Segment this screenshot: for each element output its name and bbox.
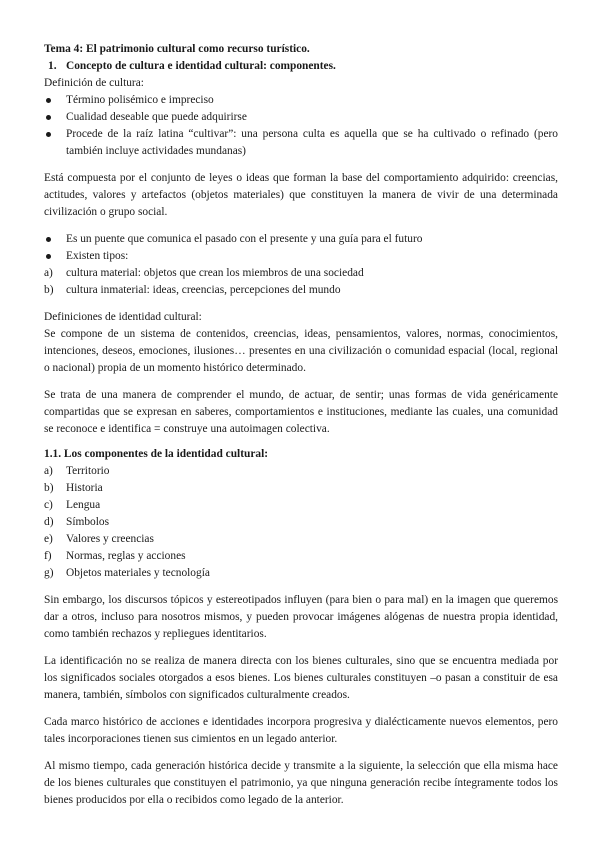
paragraph: La identificación no se realiza de manera directa con los bienes culturales, sino que se encuentra mediada por los significados sociales otorgados a esos bienes. Los bienes culturales constituyen –o pasan a constituir de esa manera, también, símbolos con significados culturalmente creados.: [44, 655, 558, 701]
paragraph: Sin embargo, los discursos tópicos y estereotipados influyen (para bien o para mal) en la imagen que queremos dar a otros, incluso para nosotros mismos, y pueden provocar imágenes alógenas de nuestra propia identidad, como también rechazos y repliegues identitarios.: [44, 594, 558, 640]
list-item: [44, 463, 558, 480]
bullet-icon: [46, 115, 51, 120]
list-text: Valores y creencias: [66, 533, 154, 545]
label-def-cultura: Definición de cultura:: [44, 77, 144, 89]
bullet-text: Cualidad deseable que puede adquirirse: [66, 111, 247, 123]
bullet-item: [44, 248, 558, 265]
paragraph: Está compuesta por el conjunto de leyes o ideas que forman la base del comportamiento adquirido: creencias, actitudes, valores y artefactos (objetos materiales) que constituyen la manera de vivir de una determinada civilización o grupo social.: [44, 172, 558, 218]
list-text: Territorio: [66, 465, 110, 477]
bullet-icon: [46, 132, 51, 137]
list-marker: a): [44, 267, 53, 279]
bullet-text: Es un puente que comunica el pasado con el presente y una guía para el futuro: [66, 233, 423, 245]
list-text: cultura material: objetos que crean los miembros de una sociedad: [66, 267, 364, 279]
list-text: Objetos materiales y tecnología: [66, 567, 210, 579]
label-def-identidad: Definiciones de identidad cultural:: [44, 311, 202, 323]
paragraph: Al mismo tiempo, cada generación histórica decide y transmite a la siguiente, la selección que ella misma hace de los bienes culturales que constituyen el patrimonio, ya que ninguna generación recibe íntegramente todos los bienes producidos por ella o recibidos como legado de la anterior.: [44, 760, 558, 806]
list-marker: g): [44, 567, 54, 579]
section-heading: [44, 58, 558, 75]
list-marker: b): [44, 482, 54, 494]
list-item: [44, 265, 558, 282]
list-text: Símbolos: [66, 516, 110, 528]
list-item: [44, 565, 558, 582]
bullet-item: [44, 92, 558, 109]
list-text: cultura inmaterial: ideas, creencias, percepciones del mundo: [66, 284, 341, 296]
list-marker: f): [44, 550, 52, 562]
list-marker: c): [44, 499, 53, 511]
list-marker: b): [44, 284, 54, 296]
list-item: [44, 282, 558, 299]
section-number: 1.: [48, 60, 57, 72]
paragraph: Se trata de una manera de comprender el mundo, de actuar, de sentir; unas formas de vida genéricamente compartidas que se expresan en saberes, comportamientos e instituciones, mediante las cuales, una comunidad se reconoce e identifica = construye una autoimagen colectiva.: [44, 389, 558, 435]
subsection-heading: 1.1. Los componentes de la identidad cultural:: [44, 448, 269, 460]
list-item: [44, 514, 558, 531]
bullet-icon: [46, 237, 51, 242]
list-text: Lengua: [66, 499, 101, 511]
list-item: [44, 548, 558, 565]
bullet-text: Procede de la raíz latina “cultivar”: una persona culta es aquella que se ha cultivado o refinado (pero también incluye actividades mundanas): [66, 128, 558, 157]
paragraph: Se compone de un sistema de contenidos, creencias, ideas, pensamientos, valores, normas, conocimientos, intenciones, deseos, emociones, ilusiones… presentes en una civilización o comunidad espacial (local, regional o nacional) propia de un momento histórico determinado.: [44, 328, 558, 374]
bullet-text: Existen tipos:: [66, 250, 129, 262]
bullet-icon: [46, 254, 51, 259]
bullet-text: Término polisémico e impreciso: [66, 94, 214, 106]
list-marker: d): [44, 516, 54, 528]
list-text: Normas, reglas y acciones: [66, 550, 186, 562]
section-title: Concepto de cultura e identidad cultural: componentes.: [66, 60, 336, 72]
document-body: [44, 41, 558, 809]
list-item: [44, 531, 558, 548]
list-marker: a): [44, 465, 53, 477]
list-text: Historia: [66, 482, 103, 494]
list-item: [44, 497, 558, 514]
bullet-item: [44, 126, 558, 160]
bullet-item: [44, 231, 558, 248]
document-title: Tema 4: El patrimonio cultural como recurso turístico.: [44, 43, 310, 55]
list-item: [44, 480, 558, 497]
paragraph: Cada marco histórico de acciones e identidades incorpora progresiva y dialécticamente nuevos elementos, pero tales incorporaciones tienen sus cimientos en un legado anterior.: [44, 716, 558, 745]
bullet-icon: [46, 98, 51, 103]
list-marker: e): [44, 533, 53, 545]
bullet-item: [44, 109, 558, 126]
